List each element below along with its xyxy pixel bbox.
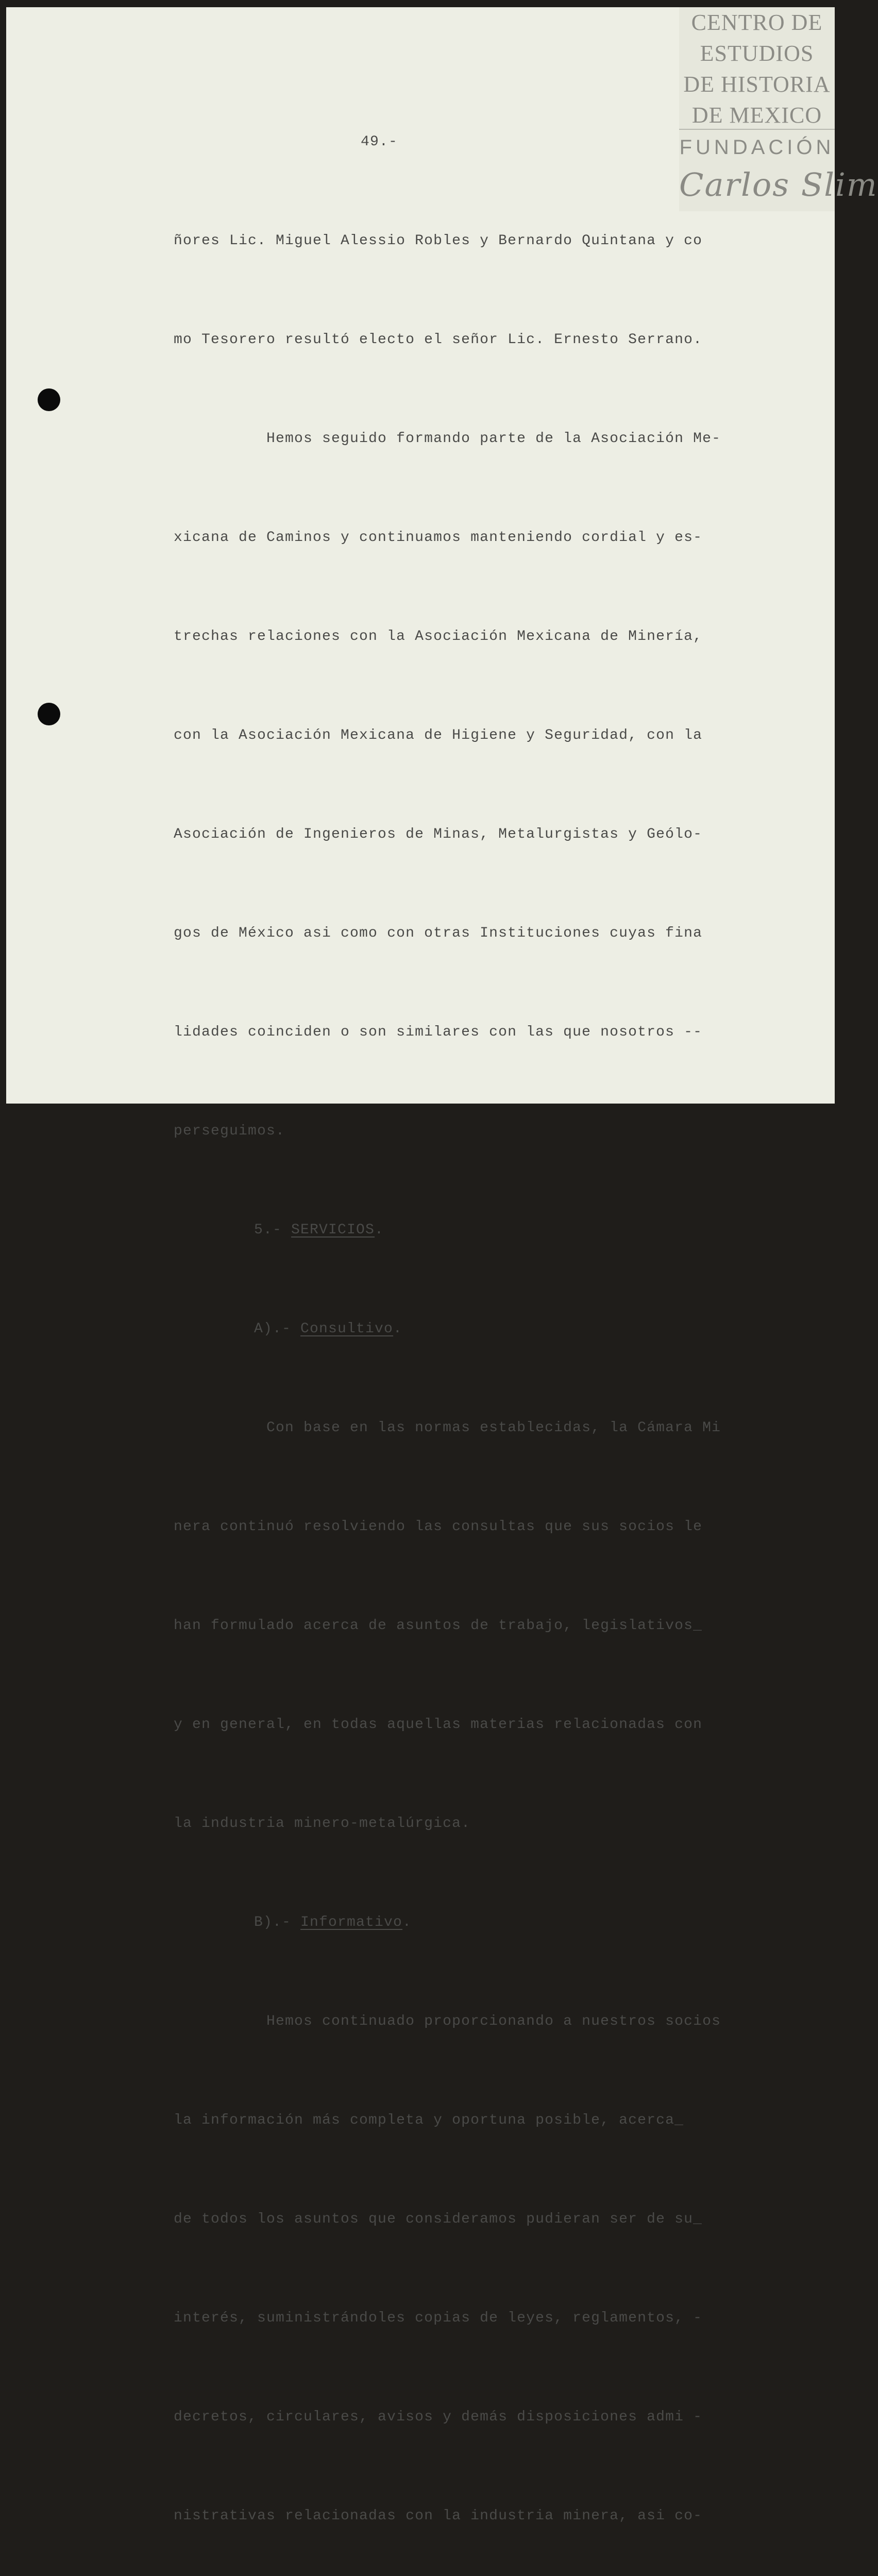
text-line: decretos, circulares, avisos y demás disposiciones admi - <box>174 2409 703 2425</box>
section-heading <box>174 1214 721 1247</box>
text-line: ñores Lic. Miguel Alessio Robles y Bernardo Quintana y co <box>174 233 703 249</box>
text-line: gos de México asi como con otras Instituciones cuyas fina <box>174 925 703 941</box>
text-line: de todos los asuntos que consideramos pudieran ser de su_ <box>174 2211 703 2227</box>
text-line: xicana de Caminos y continuamos manteniendo cordial y es- <box>174 530 703 546</box>
text-line: Asociación de Ingenieros de Minas, Metalurgistas y Geólo- <box>174 826 703 842</box>
stamp-line-2: ESTUDIOS <box>700 41 814 66</box>
stamp-divider <box>679 129 835 130</box>
stamp-signature: Carlos Slim <box>679 166 878 204</box>
text-line: y en general, en todas aquellas materias relacionadas con <box>174 1717 703 1733</box>
text-line: mo Tesorero resultó electo el señor Lic. Ernesto Serrano. <box>174 332 703 348</box>
stamp-line-3: DE HISTORIA <box>683 72 831 97</box>
text-line: han formulado acerca de asuntos de trabajo, legislativos_ <box>174 1618 703 1634</box>
text-line: perseguimos. <box>174 1123 285 1139</box>
paragraph-block-1 <box>174 159 721 2576</box>
subsection-b-label: B).- <box>254 1914 301 1930</box>
text-line: con la Asociación Mexicana de Higiene y Seguridad, con la <box>174 727 703 743</box>
subsection-a-title: Consultivo <box>300 1321 394 1337</box>
section-title: SERVICIOS <box>291 1222 375 1238</box>
text-line: lidades coinciden o son similares con las que nosotros -- <box>174 1024 703 1040</box>
subsection-a-label: A).- <box>254 1321 301 1337</box>
subsection-heading-a <box>174 1313 721 1346</box>
punch-hole-bottom <box>38 703 60 725</box>
subsection-heading-b <box>174 1906 721 1939</box>
stamp-line-4: DE MEXICO <box>691 103 822 128</box>
text-line: la información más completa y oportuna posible, acerca_ <box>174 2112 684 2128</box>
text-line: nera continuó resolviendo las consultas que sus socios le <box>174 1519 703 1535</box>
text-line: Hemos seguido formando parte de la Asociación Me- <box>174 431 721 447</box>
section-number: 5.- <box>254 1222 292 1238</box>
text-line: la industria minero-metalúrgica. <box>174 1816 471 1832</box>
subsection-b-dot: . <box>402 1914 412 1930</box>
text-line: interés, suministrándoles copias de leyes, reglamentos, - <box>174 2310 703 2326</box>
subsection-a-dot: . <box>393 1321 403 1337</box>
subsection-b-title: Informativo <box>300 1914 403 1930</box>
punch-hole-top <box>38 388 60 411</box>
stamp-line-1: CENTRO DE <box>691 10 823 35</box>
document-page <box>6 7 878 2524</box>
text-line: Hemos continuado proporcionando a nuestros socios <box>174 2013 721 2029</box>
text-line: Con base en las normas establecidas, la Cámara Mi <box>174 1420 721 1436</box>
section-dot: . <box>375 1222 384 1238</box>
stamp-foundation: FUNDACIÓN <box>679 136 835 159</box>
page-number: 49.- <box>361 134 398 150</box>
text-line: trechas relaciones con la Asociación Mexicana de Minería, <box>174 629 703 645</box>
text-line: nistrativas relacionadas con la industria minera, asi co- <box>174 2508 703 2524</box>
